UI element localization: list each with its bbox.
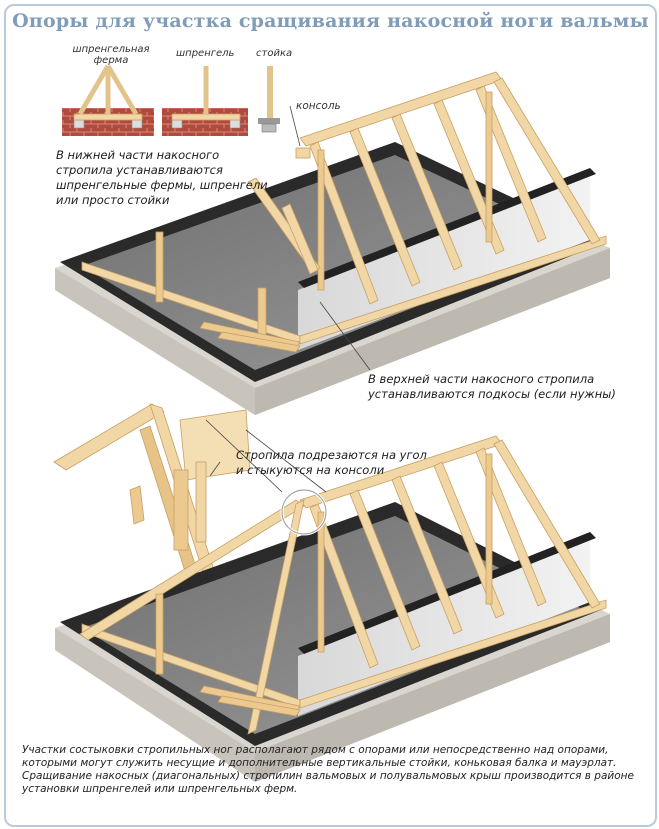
legend-truss-label: шпренгельная ферма <box>72 44 150 66</box>
legend-strut-label: шпренгель <box>176 48 235 59</box>
cut-angle-label: Стропила подрезаются на угол и стыкуются на консоли <box>236 448 427 477</box>
legend-post <box>258 66 280 132</box>
top-braces-label: В верхней части накосного стропила устанавливаются подкосы (если нужны) <box>368 372 616 401</box>
caption: Участки состыковки стропильных ног располагают рядом с опорами или непосредственно над опорами, которыми могут служить несущие и дополнительные вертикальные стойки, коньковая балка и мауэрлат. Сращивание накосных (диагональных) стропилин вальмовых и полувальмовых крыш производится в районе установки шпренгелей или шпренгельных ферм. <box>22 744 634 795</box>
page-title: Опоры для участка сращивания накосной ноги вальмы <box>12 10 649 32</box>
bottom-supports-label: В нижней части накосного стропила устанавливаются шпренгельные фермы, шпренгели или просто стойки <box>56 148 268 207</box>
console-label: консоль <box>296 100 341 112</box>
legend-strut <box>162 66 248 136</box>
legend-truss <box>62 66 154 136</box>
legend-post-label: стойка <box>256 48 293 59</box>
